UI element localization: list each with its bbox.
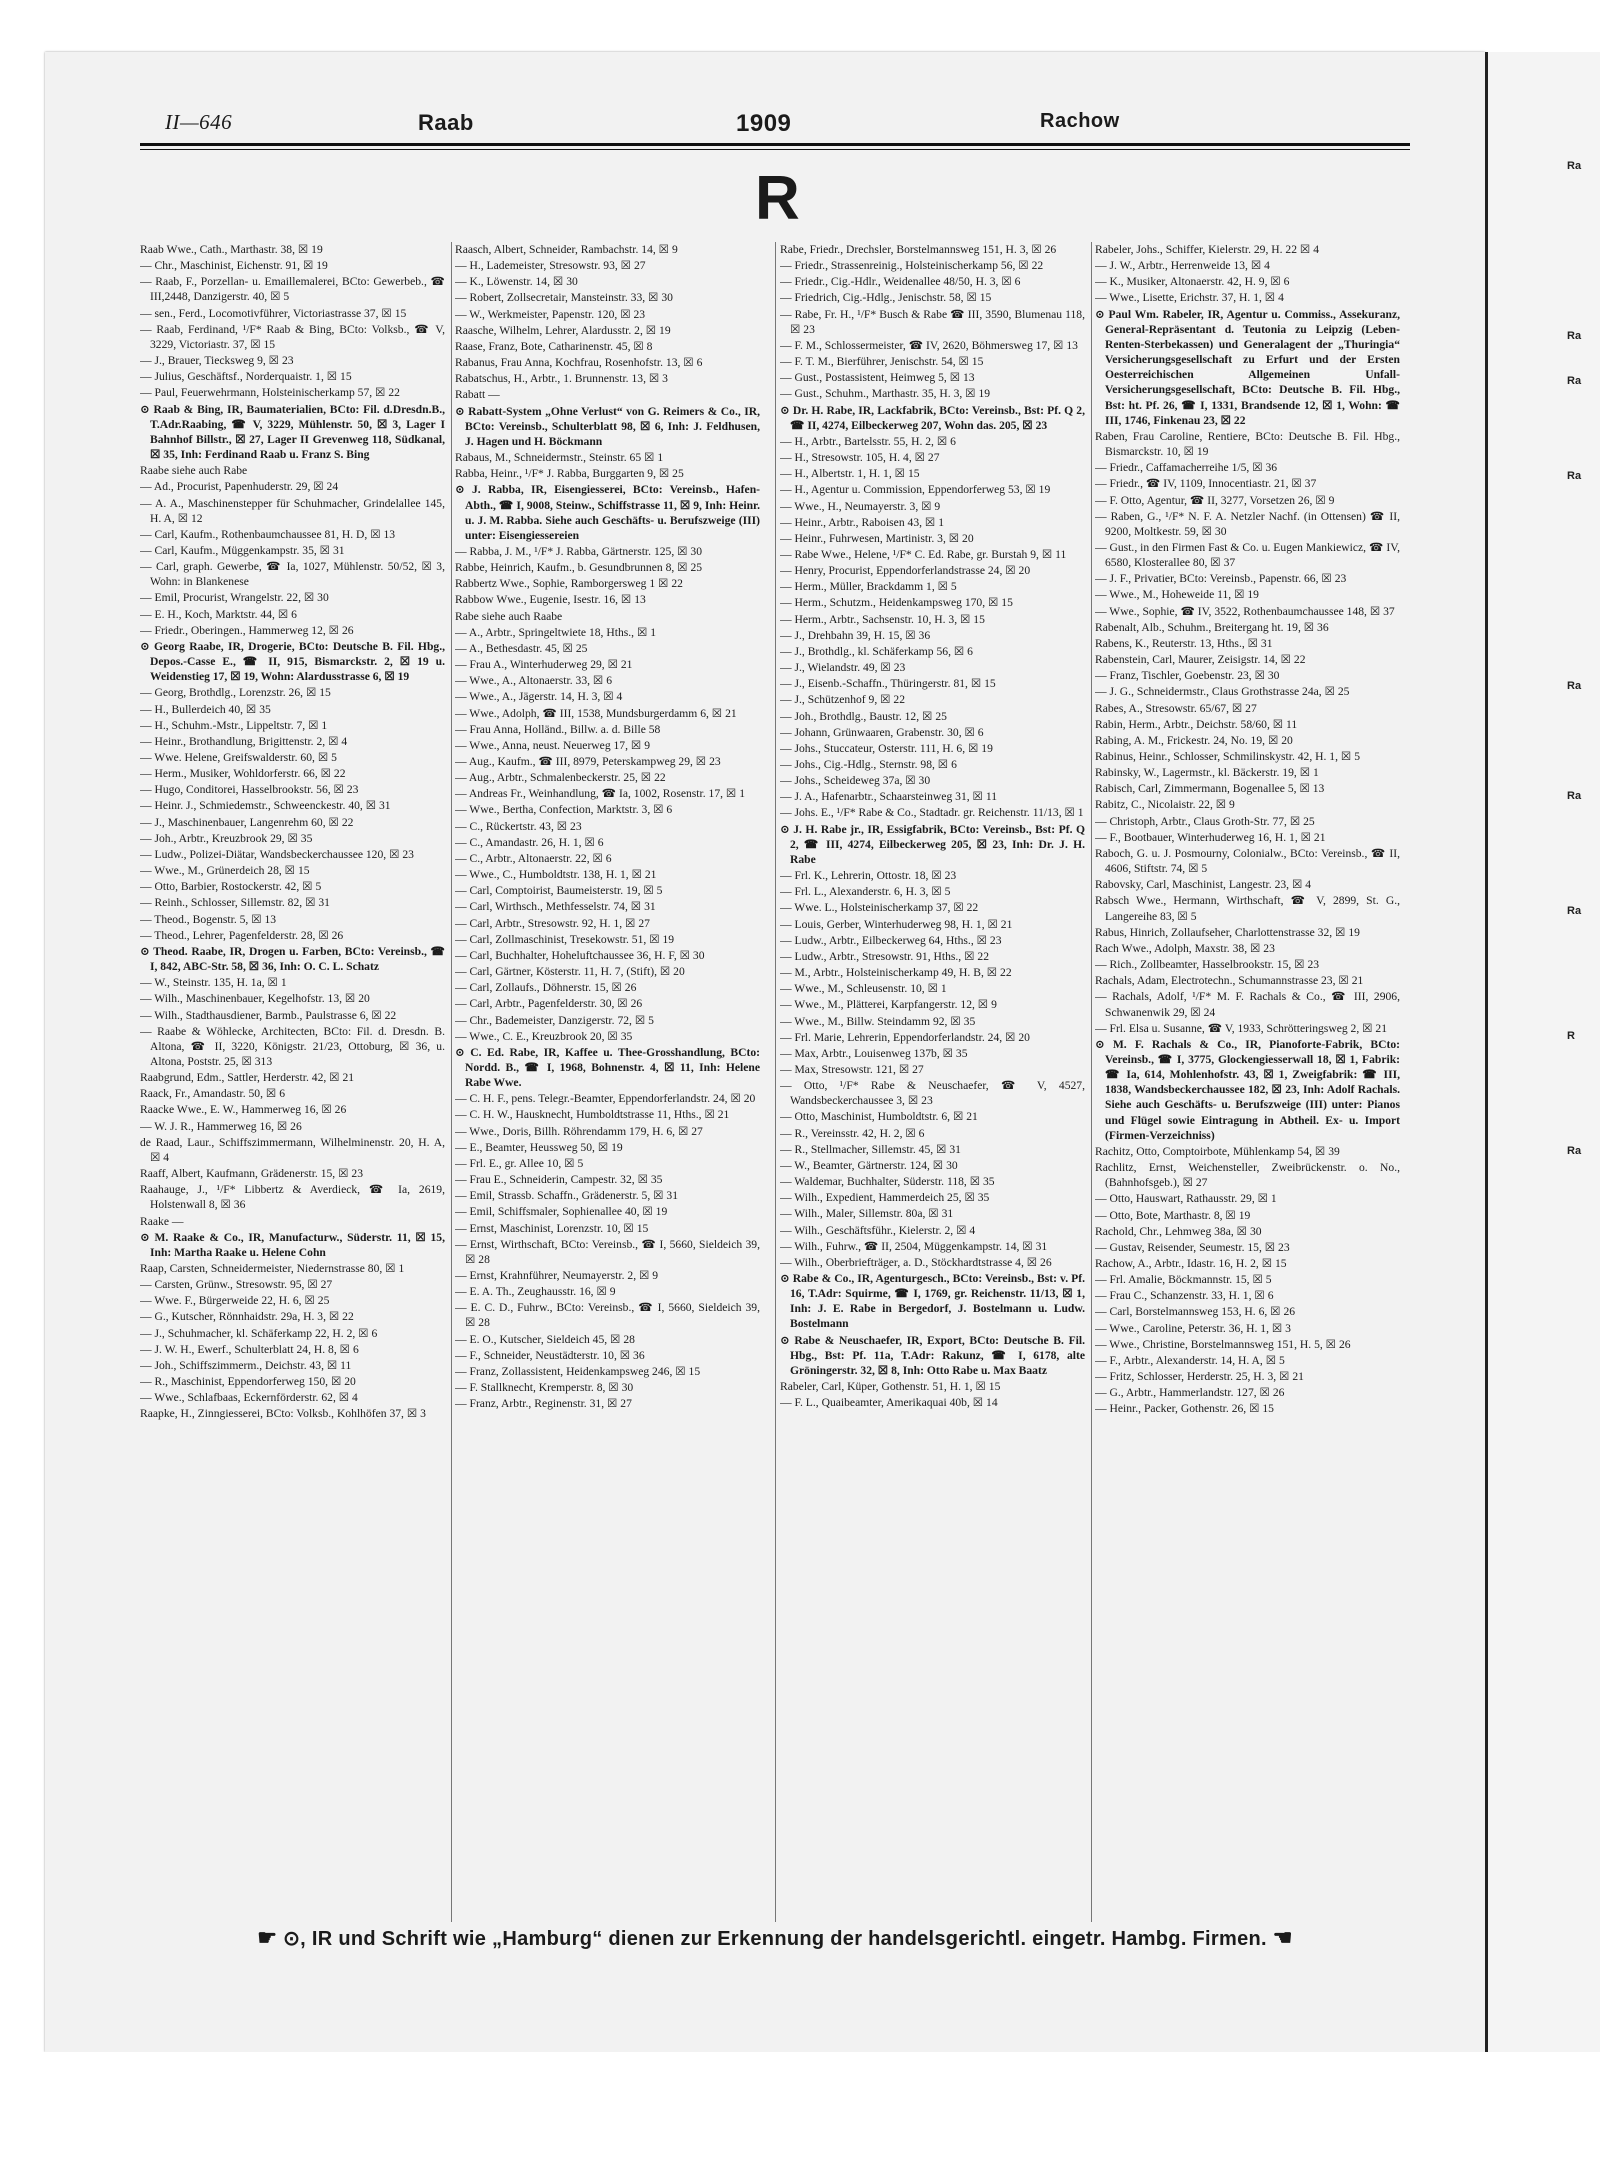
directory-entry: — H., Albertstr. 1, H. 1, ☒ 15	[780, 467, 920, 481]
directory-entry: — Friedr., ☎ IV, 1109, Innocentiastr. 21, ☒ 37	[1095, 477, 1317, 491]
adjacent-page-label: R	[1567, 1030, 1575, 1042]
directory-entry: — Frl. Elsa u. Susanne, ☎ V, 1933, Schrötteringsweg 2, ☒ 21	[1095, 1021, 1388, 1035]
directory-entry: — Johs., Scheideweg 37a, ☒ 30	[780, 774, 931, 788]
directory-entry: — Wwe., Christine, Borstelmannsweg 151, H. 5, ☒ 26	[1095, 1337, 1351, 1351]
directory-entry: — Raab, Ferdinand, ¹/F* Raab & Bing, BCto: Volksb., ☎ V, 3229, Victoriastr. 37, ☒ 15	[140, 322, 445, 351]
directory-entry: — J., Schuhmacher, kl. Schäferkamp 22, H. 2, ☒ 6	[140, 1326, 378, 1340]
header-year: 1909	[736, 110, 792, 137]
directory-entry: — Heinr. J., Schmiedemstr., Schweenckestr. 40, ☒ 31	[140, 799, 391, 813]
directory-entry: — Otto, Bote, Marthastr. 8, ☒ 19	[1095, 1208, 1251, 1222]
directory-entry: — Carl, Wirthsch., Methfesselstr. 74, ☒ 31	[455, 900, 656, 914]
directory-entry: Raasche, Wilhelm, Lehrer, Alardusstr. 2, ☒ 19	[455, 323, 671, 337]
directory-entry: — Friedr., Strassenreinig., Holsteinischerkamp 56, ☒ 22	[780, 259, 1044, 273]
directory-entry: — Andreas Fr., Weinhandlung, ☎ Ia, 1002, Rosenstr. 17, ☒ 1	[455, 787, 746, 801]
directory-entry: — J., Drehbahn 39, H. 15, ☒ 36	[780, 628, 931, 642]
directory-entry: — Wwe., Adolph, ☎ III, 1538, Mundsburgerdamm 6, ☒ 21	[455, 706, 737, 720]
directory-entry: — Wilh., Geschäftsführ., Kielerstr. 2, ☒ 4	[780, 1223, 976, 1237]
directory-entry: — C., Rückertstr. 43, ☒ 23	[455, 819, 582, 833]
pointing-hand-left-icon: ☚	[1272, 1925, 1293, 1950]
directory-entry: — F. M., Schlossermeister, ☎ IV, 2620, Böhmersweg 17, ☒ 13	[780, 338, 1078, 352]
directory-entry: — Emil, Strassb. Schaffn., Grädenerstr. 5, ☒ 31	[455, 1189, 679, 1203]
directory-entry: — E., Beamter, Heussweg 50, ☒ 19	[455, 1140, 623, 1154]
directory-entry: — Frau C., Schanzenstr. 33, H. 1, ☒ 6	[1095, 1289, 1274, 1303]
directory-entry: — Carl, Kaufm., Müggenkampstr. 35, ☒ 31	[140, 543, 345, 557]
directory-entry: — C., Arbtr., Altonaerstr. 22, ☒ 6	[455, 851, 612, 865]
directory-entry: — Wwe., Doris, Billh. Röhrendamm 179, H. 6, ☒ 27	[455, 1124, 703, 1138]
directory-entry: — Max, Arbtr., Louisenweg 137b, ☒ 35	[780, 1046, 968, 1060]
scan-border-bottom	[0, 2052, 1600, 2177]
directory-entry: — Hugo, Conditorei, Hasselbrookstr. 56, ☒ 23	[140, 783, 359, 797]
directory-entry: — Herm., Schutzm., Heidenkampsweg 170, ☒ 15	[780, 596, 1013, 610]
directory-entry: — Christoph, Arbtr., Claus Groth-Str. 77, ☒ 25	[1095, 814, 1315, 828]
directory-entry: — E. H., Koch, Marktstr. 44, ☒ 6	[140, 607, 297, 621]
directory-entry: Rachals, Adam, Electrotechn., Schumannstrasse 23, ☒ 21	[1095, 974, 1364, 988]
directory-entry: — Wwe., Schlafbaas, Eckernförderstr. 62, ☒ 4	[140, 1391, 358, 1405]
directory-entry: — Wwe., A., Jägerstr. 14, H. 3, ☒ 4	[455, 690, 623, 704]
directory-entry: — Wilh., Maler, Sillemstr. 80a, ☒ 31	[780, 1207, 954, 1221]
directory-entry: — Johs., Cig.-Hdlg., Sternstr. 98, ☒ 6	[780, 758, 957, 771]
directory-entry: — F. Otto, Agentur, ☎ II, 3277, Vorsetzen 26, ☒ 9	[1095, 493, 1335, 507]
directory-entry: Rabus, Hinrich, Zollaufseher, Charlottenstrasse 32, ☒ 19	[1095, 925, 1360, 939]
column-divider	[1091, 242, 1092, 1922]
directory-entry: Raaff, Albert, Kaufmann, Grädenerstr. 15, ☒ 23	[140, 1167, 363, 1181]
adjacent-page-label: Ra	[1567, 790, 1582, 802]
directory-entry: Rabenalt, Alb., Schuhm., Breitergang ht. 19, ☒ 36	[1095, 620, 1329, 634]
directory-entry: — C. H. W., Hausknecht, Humboldtstrasse 11, Hths., ☒ 21	[455, 1108, 730, 1122]
directory-entry: Raabgrund, Edm., Sattler, Herderstr. 42, ☒ 21	[140, 1071, 355, 1085]
directory-entry: Raasch, Albert, Schneider, Rambachstr. 14, ☒ 9	[455, 243, 678, 256]
directory-entry: — Aug., Kaufm., ☎ III, 8979, Peterskampweg 29, ☒ 23	[455, 755, 721, 768]
directory-entry: — Wilh., Oberbriefträger, a. D., Stöckhardtstrasse 4, ☒ 26	[780, 1255, 1052, 1269]
directory-entry: — Wilh., Expedient, Hammerdeich 25, ☒ 35	[780, 1191, 990, 1205]
directory-entry: — Friedr., Cig.-Hdlr., Weidenallee 48/50, H. 3, ☒ 6	[780, 275, 1021, 289]
directory-entry: — Joh., Schiffszimmerm., Deichstr. 43, ☒ 11	[140, 1358, 352, 1372]
directory-entry: ⊙ Theod. Raabe, IR, Drogen u. Farben, BCto: Vereinsb., ☎ I, 842, ABC-Str. 58, ☒ 36, Inh: O. C. L. Schatz	[140, 944, 445, 974]
directory-entry: Rabe siehe auch Raabe	[455, 609, 563, 623]
directory-entry: Raack, Fr., Amandastr. 50, ☒ 6	[140, 1087, 285, 1101]
directory-entry: — Wwe., Caroline, Peterstr. 36, H. 1, ☒ 3	[1095, 1321, 1291, 1335]
directory-entry: — C., Amandastr. 26, H. 1, ☒ 6	[455, 835, 604, 849]
directory-entry: — W., Beamter, Gärtnerstr. 124, ☒ 30	[780, 1158, 958, 1172]
adjacent-page-label: Ra	[1567, 905, 1582, 917]
directory-entry: — Raab, F., Porzellan- u. Emaillemalerei, BCto: Gewerbeb., ☎ III,2448, Danzigerstr. 40, ☒ 5	[140, 275, 445, 304]
directory-entry: — Heinr., Packer, Gothenstr. 26, ☒ 15	[1095, 1402, 1274, 1416]
directory-entry: — Johs., Stuccateur, Osterstr. 111, H. 6, ☒ 19	[780, 741, 993, 755]
directory-column-4	[1095, 242, 1400, 1922]
directory-entry: — Gust., Postassistent, Heimweg 5, ☒ 13	[780, 371, 975, 385]
directory-entry: ⊙ J. H. Rabe jr., IR, Essigfabrik, BCto: Vereinsb., Bst: Pf. Q 2, ☎ III, 4274, Eilbeckerweg 205, ☒ 23, Inh: Dr. J. H. Rabe	[780, 822, 1085, 866]
directory-entry: — Wwe., C., Humboldtstr. 138, H. 1, ☒ 21	[455, 868, 657, 882]
directory-entry: — Franz, Tischler, Goebenstr. 23, ☒ 30	[1095, 669, 1280, 683]
directory-entry: — E. C. D., Fuhrw., BCto: Vereinsb., ☎ I, 5660, Sieldeich 39, ☒ 28	[455, 1301, 760, 1330]
directory-entry: Rabin, Herm., Arbtr., Deichstr. 58/60, ☒ 11	[1095, 717, 1298, 731]
directory-entry: — Wilh., Fuhrw., ☎ II, 2504, Müggenkampstr. 14, ☒ 31	[780, 1239, 1048, 1253]
directory-entry: ⊙ Paul Wm. Rabeler, IR, Agentur u. Commiss., Assekuranz, General-Repräsentant d. Teutonia zu Leipzig (Leben-Renten-Sterbekassen) und Generalagent der „Thuringia“ Versicherungsgesellschaft zu Erfurt und der Ersten Oesterreichischen Allgemeinen Unfall-Versicherungsgesellschaft, BCto: Deutsche B. Fil. Hbg., Bst: ht. Pf. 26, ☎ I, 1331, Brandsende 12, ☒ 1, Wohn: ☎ III, 1746, Finkenau 23, ☒ 22	[1095, 307, 1400, 427]
directory-entry: — J. F., Privatier, BCto: Vereinsb., Papenstr. 66, ☒ 23	[1095, 572, 1347, 586]
directory-entry: — Frl. Amalie, Böckmannstr. 15, ☒ 5	[1095, 1273, 1272, 1287]
directory-entry: — Carl, Borstelmannsweg 153, H. 6, ☒ 26	[1095, 1305, 1296, 1319]
directory-entry: — Rabe Wwe., Helene, ¹/F* C. Ed. Rabe, gr. Burstah 9, ☒ 11	[780, 547, 1067, 561]
directory-entry: — Wwe., M., Billw. Steindamm 92, ☒ 35	[780, 1014, 976, 1028]
directory-entry: — Henry, Procurist, Eppendorferlandstrasse 24, ☒ 20	[780, 564, 1031, 578]
directory-entry: — Johann, Grünwaaren, Grabenstr. 30, ☒ 6	[780, 725, 984, 739]
adjacent-page-label: Ra	[1567, 160, 1582, 172]
directory-entry: — Otto, Maschinist, Humboldtstr. 6, ☒ 21	[780, 1110, 978, 1124]
directory-entry: — F., Bootbauer, Winterhuderweg 16, H. 1, ☒ 21	[1095, 830, 1326, 844]
directory-entry: ⊙ Rabatt-System „Ohne Verlust“ von G. Reimers & Co., IR, BCto: Vereinsb., Schulterblatt 98, ☒ 6, Inh: J. Feldhusen, J. Hagen und H. Böckmann	[455, 404, 760, 448]
footer-text: ⊙, IR und Schrift wie „Hamburg“ dienen zur Erkennung der handelsgerichtl. eingetr. Hambg. Firmen.	[283, 1928, 1267, 1950]
directory-entry: Rabinus, Heinr., Schlosser, Schmilinskystr. 42, H. 1, ☒ 5	[1095, 750, 1360, 763]
directory-entry: Rachlitz, Ernst, Weichensteller, Zweibrückenstr. o. No., (Bahnhofsgeb.), ☒ 27	[1095, 1161, 1400, 1190]
directory-entry: — Emil, Procurist, Wrangelstr. 22, ☒ 30	[140, 591, 329, 605]
directory-entry: — Carl, Zollaufs., Döhnerstr. 15, ☒ 26	[455, 981, 637, 995]
directory-entry: Raapke, H., Zinngiesserei, BCto: Volksb., Kohlhöfen 37, ☒ 3	[140, 1407, 426, 1421]
directory-entry: — Otto, Barbier, Rostockerstr. 42, ☒ 5	[140, 880, 322, 894]
directory-entry: Raboch, G. u. J. Posmourny, Colonialw., BCto: Vereinsb., ☎ II, 4606, Stiftstr. 74, ☒ 5	[1095, 846, 1400, 876]
directory-entry: Raase, Franz, Bote, Catharinenstr. 45, ☒ 8	[455, 339, 653, 353]
directory-entry: — G., Arbtr., Hammerlandstr. 127, ☒ 26	[1095, 1386, 1285, 1400]
directory-entry: — Ernst, Maschinist, Lorenzstr. 10, ☒ 15	[455, 1221, 649, 1235]
directory-entry: Rabatt —	[455, 388, 500, 402]
directory-entry: — Raabe & Wöhlecke, Architecten, BCto: Fil. d. Dresdn. B. Altona, ☎ II, 3220, Königstr. 21/23, Ottoburg, ☒ 36, u. Altona, Poststr. 25, ☒ 313	[140, 1024, 445, 1068]
directory-entry: — sen., Ferd., Locomotivführer, Victoriastrasse 37, ☒ 15	[140, 306, 407, 320]
directory-column-2	[455, 242, 760, 1922]
directory-entry: Raake —	[140, 1214, 184, 1228]
directory-entry: — J. G., Schneidermstr., Claus Grothstrasse 24a, ☒ 25	[1095, 685, 1350, 699]
directory-entry: — H., Arbtr., Bartelsstr. 55, H. 2, ☒ 6	[780, 434, 956, 448]
directory-entry: Raap, Carsten, Schneidermeister, Niedernstrasse 80, ☒ 1	[140, 1262, 405, 1275]
directory-entry: — E. O., Kutscher, Sieldeich 45, ☒ 28	[455, 1332, 635, 1346]
adjacent-page-label: Ra	[1567, 375, 1582, 387]
directory-entry: — Robert, Zollsecretair, Mansteinstr. 33, ☒ 30	[455, 291, 673, 305]
directory-entry: — Joh., Arbtr., Kreuzbrook 29, ☒ 35	[140, 831, 313, 845]
directory-entry: — Carl, Arbtr., Pagenfelderstr. 30, ☒ 26	[455, 997, 643, 1011]
directory-entry: — Heinr., Arbtr., Raboisen 43, ☒ 1	[780, 515, 944, 529]
directory-entry: — Rich., Zollbeamter, Hasselbrookstr. 15, ☒ 23	[1095, 958, 1320, 972]
directory-entry: ⊙ C. Ed. Rabe, IR, Kaffee u. Thee-Grosshandlung, BCto: Nordd. B., ☎ I, 1968, Bohnenstr. 4, ☒ 11, Inh: Helene Rabe Wwe.	[455, 1045, 760, 1090]
directory-entry: — Frl. K., Lehrerin, Ottostr. 18, ☒ 23	[780, 869, 957, 883]
directory-entry: — F., Schneider, Neustädterstr. 10, ☒ 36	[455, 1348, 645, 1362]
directory-entry: — Wwe., Bertha, Confection, Marktstr. 3, ☒ 6	[455, 803, 673, 817]
directory-entry: Rabing, A. M., Frickestr. 24, No. 19, ☒ 20	[1095, 733, 1293, 747]
directory-entry: — Ludw., Arbtr., Eilbeckerweg 64, Hths., ☒ 23	[780, 933, 1002, 947]
header-end-word: Rachow	[1040, 110, 1120, 132]
directory-entry: — W. J. R., Hammerweg 16, ☒ 26	[140, 1119, 302, 1133]
directory-entry: — Georg, Brothdlg., Lorenzstr. 26, ☒ 15	[140, 686, 331, 700]
directory-entry: — Otto, ¹/F* Rabe & Neuschaefer, ☎ V, 4527, Wandsbeckerchaussee 3, ☒ 23	[780, 1079, 1085, 1108]
directory-entry: — F. Stallknecht, Kremperstr. 8, ☒ 30	[455, 1381, 634, 1395]
directory-entry: — Joh., Brothdlg., Baustr. 12, ☒ 25	[780, 709, 947, 723]
directory-entry: — J., Wielandstr. 49, ☒ 23	[780, 661, 906, 675]
directory-entry: — H., Schuhm.-Mstr., Lippeltstr. 7, ☒ 1	[140, 718, 328, 732]
footer-note	[140, 1925, 1410, 1951]
directory-entry: — Rachals, Adolf, ¹/F* M. F. Rachals & Co., ☎ III, 2906, Schwanenwik 29, ☒ 24	[1095, 990, 1400, 1019]
directory-entry: — C. H. F., pens. Telegr.-Beamter, Eppendorferlandstr. 24, ☒ 20	[455, 1092, 756, 1106]
directory-entry: — Wwe., M., Hoheweide 11, ☒ 19	[1095, 588, 1259, 602]
directory-entry: — Ernst, Krahnführer, Neumayerstr. 2, ☒ 9	[455, 1269, 659, 1282]
directory-entry: — Wwe., Lisette, Erichstr. 37, H. 1, ☒ 4	[1095, 291, 1284, 305]
directory-entry: ⊙ Georg Raabe, IR, Drogerie, BCto: Deutsche B. Fil. Hbg., Depos.-Casse E., ☎ II, 915, Bismarckstr. 2, ☒ 19 u. Weidenstieg 17, ☒ 19, Wohn: Alardusstrasse 6, ☒ 19	[140, 639, 445, 684]
directory-entry: — Frl. L., Alexanderstr. 6, H. 3, ☒ 5	[780, 885, 951, 899]
header-rule	[140, 143, 1410, 146]
directory-entry: Raacke Wwe., E. W., Hammerweg 16, ☒ 26	[140, 1103, 347, 1117]
directory-entry: Rabeler, Johs., Schiffer, Kielerstr. 29, H. 22 ☒ 4	[1095, 243, 1320, 256]
section-letter: R	[755, 164, 800, 233]
pointing-hand-right-icon: ☛	[257, 1925, 278, 1950]
directory-entry: — Otto, Hauswart, Rathausstr. 29, ☒ 1	[1095, 1192, 1277, 1206]
directory-entry: — Wwe., H., Neumayerstr. 3, ☒ 9	[780, 499, 941, 513]
directory-entry: — Herm., Musiker, Wohldorferstr. 66, ☒ 22	[140, 767, 346, 781]
directory-entry: — Wwe. Helene, Greifswalderstr. 60, ☒ 5	[140, 751, 337, 764]
directory-entry: — Theod., Lehrer, Pagenfelderstr. 28, ☒ 26	[140, 928, 344, 942]
adjacent-page-edge	[1488, 52, 1600, 2052]
directory-entry: — A., Bethesdastr. 45, ☒ 25	[455, 641, 588, 655]
directory-entry: — W., Werkmeister, Papenstr. 120, ☒ 23	[455, 307, 646, 321]
directory-entry: — Ludw., Polizei-Diätar, Wandsbeckerchaussee 120, ☒ 23	[140, 847, 414, 861]
directory-entry: Rabisch, Carl, Zimmermann, Bogenallee 5, ☒ 13	[1095, 782, 1325, 796]
directory-entry: — Ludw., Arbtr., Stresowstr. 91, Hths., ☒ 22	[780, 949, 989, 963]
directory-entry: — Paul, Feuerwehrmann, Holsteinischerkamp 57, ☒ 22	[140, 386, 400, 400]
directory-entry: — Carl, Zollmaschinist, Tresekowstr. 51, ☒ 19	[455, 932, 675, 946]
directory-entry: — Friedr., Caffamacherreihe 1/5, ☒ 36	[1095, 461, 1278, 475]
directory-entry: — Gustav, Reisender, Seumestr. 15, ☒ 23	[1095, 1240, 1290, 1254]
directory-entry: — J. W. H., Ewerf., Schulterblatt 24, H. 8, ☒ 6	[140, 1342, 359, 1356]
directory-entry: Rabe, Friedr., Drechsler, Borstelmannsweg 151, H. 3, ☒ 26	[780, 243, 1057, 256]
directory-entry: — Waldemar, Buchhalter, Süderstr. 118, ☒ 35	[780, 1175, 995, 1189]
directory-entry: Raabe siehe auch Rabe	[140, 464, 248, 478]
directory-entry: — M., Arbtr., Holsteinischerkamp 49, H. B, ☒ 22	[780, 966, 1012, 980]
directory-entry: — R., Vereinsstr. 42, H. 2, ☒ 6	[780, 1126, 925, 1140]
adjacent-page-label: Ra	[1567, 680, 1582, 692]
directory-entry: — Johs. E., ¹/F* Rabe & Co., Stadtadr. gr. Reichenstr. 11/13, ☒ 1	[780, 806, 1084, 820]
directory-entry: — Aug., Arbtr., Schmalenbeckerstr. 25, ☒ 22	[455, 771, 666, 785]
directory-entry: — Carl, Kaufm., Rothenbaumchaussee 81, H. D, ☒ 13	[140, 527, 396, 541]
directory-entry: — H., Bullerdeich 40, ☒ 35	[140, 702, 271, 716]
directory-entry: — A., Arbtr., Springeltwiete 18, Hths., ☒ 1	[455, 625, 657, 639]
directory-column-1	[140, 242, 445, 1922]
directory-entry: Rabinsky, W., Lagermstr., kl. Bäckerstr. 19, ☒ 1	[1095, 766, 1319, 780]
directory-entry: Rachow, A., Arbtr., Idastr. 16, H. 2, ☒ 15	[1095, 1257, 1287, 1270]
column-divider	[451, 242, 452, 1922]
directory-entry: — W., Steinstr. 135, H. 1a, ☒ 1	[140, 976, 287, 990]
directory-entry: — Carl, Arbtr., Stresowstr. 92, H. 1, ☒ 27	[455, 916, 650, 930]
directory-entry: Rachitz, Otto, Comptoirbote, Mühlenkamp 54, ☒ 39	[1095, 1144, 1340, 1158]
directory-entry: Raab Wwe., Cath., Marthastr. 38, ☒ 19	[140, 243, 323, 256]
directory-entry: Rabanus, Frau Anna, Kochfrau, Rosenhofstr. 13, ☒ 6	[455, 356, 703, 370]
directory-entry: — Gust., Schuhm., Marthastr. 35, H. 3, ☒ 19	[780, 387, 991, 401]
adjacent-page-label: Ra	[1567, 1145, 1582, 1157]
directory-entry: ⊙ M. F. Rachals & Co., IR, Pianoforte-Fabrik, BCto: Vereinsb., ☎ I, 3775, Glockengiesserwall 18, ☒ 1, Fabrik: ☎ Ia, 614, Mohlenhofstr. 43, ☒ 1, Zweigfabrik: ☎ III, 1838, Wandsbeckerchaussee 182, ☒ 23, Inh: Adolf Rachals. Siehe auch Geschäfts- u. Berufszweige (III) unter: Pianos und Flügel sowie Eintragung in Abtheil. Ex- u. Import (Firmen-Verzeichniss)	[1095, 1037, 1400, 1142]
directory-entry: — R., Stellmacher, Sillemstr. 45, ☒ 31	[780, 1142, 961, 1156]
directory-entry: — K., Löwenstr. 14, ☒ 30	[455, 275, 578, 289]
directory-entry: ⊙ Rabe & Neuschaefer, IR, Export, BCto: Deutsche B. Fil. Hbg., Bst: Pf. 11a, T.Adr: Rakunz, ☎ I, 6178, alte Gröningerstr. 32, ☒ 8, Inh: Otto Rabe u. Max Baatz	[780, 1333, 1085, 1377]
directory-entry: — Wwe., Anna, neust. Neuerweg 17, ☒ 9	[455, 738, 650, 752]
directory-entry: — G., Kutscher, Rönnhaidstr. 29a, H. 3, ☒ 22	[140, 1310, 354, 1324]
header-start-word: Raab	[418, 110, 474, 135]
directory-entry: — F., Arbtr., Alexanderstr. 14, H. A, ☒ 5	[1095, 1353, 1285, 1367]
scan-border-top	[0, 0, 1600, 52]
directory-entry: — J., Maschinenbauer, Langenrehm 60, ☒ 22	[140, 815, 354, 829]
directory-entry: — Rabba, J. M., ¹/F* J. Rabba, Gärtnerstr. 125, ☒ 30	[455, 544, 703, 558]
directory-entry: — Wilh., Stadthausdiener, Barmb., Paulstrasse 6, ☒ 22	[140, 1008, 397, 1022]
directory-entry: — Theod., Bogenstr. 5, ☒ 13	[140, 912, 277, 926]
directory-entry: — Carl, Buchhalter, Hoheluftchaussee 36, H. F, ☒ 30	[455, 948, 705, 962]
directory-entry: Rabba, Heinr., ¹/F* J. Rabba, Burggarten 9, ☒ 25	[455, 467, 684, 481]
directory-entry: — J. A., Hafenarbtr., Schaarsteinweg 31, ☒ 11	[780, 790, 997, 804]
directory-entry: — Heinr., Fuhrwesen, Martinistr. 3, ☒ 20	[780, 531, 974, 545]
directory-entry: — Wwe., M., Plätterei, Karpfangerstr. 12, ☒ 9	[780, 998, 997, 1012]
directory-entry: — Carl, Comptoirist, Baumeisterstr. 19, ☒ 5	[455, 884, 663, 898]
directory-entry: — H., Stresowstr. 105, H. 4, ☒ 27	[780, 451, 940, 465]
directory-entry: Rabitz, C., Nicolaistr. 22, ☒ 9	[1095, 798, 1235, 812]
directory-entry: — Rabe, Fr. H., ¹/F* Busch & Rabe ☎ III, 3590, Blumenau 118, ☒ 23	[780, 307, 1085, 336]
directory-entry: — Frau A., Winterhuderweg 29, ☒ 21	[455, 658, 633, 672]
directory-entry: — Reinh., Schlosser, Sillemstr. 82, ☒ 31	[140, 896, 330, 910]
directory-entry: ⊙ M. Raake & Co., IR, Manufacturw., Süderstr. 11, ☒ 15, Inh: Martha Raake u. Helene Cohn	[140, 1230, 445, 1259]
directory-entry: — Wwe., A., Altonaerstr. 33, ☒ 6	[455, 674, 613, 688]
directory-entry: — Friedr., Oberingen., Hammerweg 12, ☒ 26	[140, 623, 354, 637]
directory-entry: — Frl. Marie, Lehrerin, Eppendorferlandstr. 24, ☒ 20	[780, 1030, 1030, 1044]
directory-entry: — J., Brothdlg., kl. Schäferkamp 56, ☒ 6	[780, 644, 973, 658]
adjacent-page-label: Ra	[1567, 470, 1582, 482]
directory-entry: — J., Schützenhof 9, ☒ 22	[780, 693, 906, 707]
directory-entry: — Emil, Schiffsmaler, Sophienallee 40, ☒ 19	[455, 1205, 668, 1219]
directory-entry: — Julius, Geschäftsf., Norderquaistr. 1, ☒ 15	[140, 370, 352, 384]
directory-entry: Rachold, Chr., Lehmweg 38a, ☒ 30	[1095, 1224, 1262, 1238]
directory-entry: — Max, Stresowstr. 121, ☒ 27	[780, 1062, 924, 1076]
directory-entry: — Louis, Gerber, Winterhuderweg 98, H. 1, ☒ 21	[780, 917, 1013, 931]
directory-entry: — Raben, G., ¹/F* N. F. A. Netzler Nachf. (in Ottensen) ☎ II, 9200, Moltkestr. 59, ☒ 30	[1095, 509, 1400, 538]
directory-entry: Raben, Frau Caroline, Rentiere, BCto: Deutsche B. Fil. Hbg., Bismarckstr. 10, ☒ 19	[1095, 429, 1400, 459]
directory-column-3	[780, 242, 1085, 1922]
directory-entry: — Frau Anna, Holländ., Billw. a. d. Bille 58	[455, 722, 661, 736]
directory-entry: — H., Agentur u. Commission, Eppendorferweg 53, ☒ 19	[780, 483, 1051, 497]
directory-entry: — Wwe., M., Schleusenstr. 10, ☒ 1	[780, 982, 947, 996]
directory-entry: — Gust., in den Firmen Fast & Co. u. Eugen Mankiewicz, ☎ IV, 6580, Klosterallee 80, ☒ 37	[1095, 540, 1400, 570]
directory-entry: — Frl. E., gr. Allee 10, ☒ 5	[455, 1156, 584, 1170]
directory-entry: — Carl, Gärtner, Kösterstr. 11, H. 7, (Stift), ☒ 20	[455, 965, 685, 979]
directory-entry: — Franz, Arbtr., Reginenstr. 31, ☒ 27	[455, 1397, 632, 1411]
directory-entry: Rabbow Wwe., Eugenie, Isestr. 16, ☒ 13	[455, 593, 646, 607]
directory-entry: — F. T. M., Bierführer, Jenischstr. 54, ☒ 15	[780, 355, 984, 369]
directory-entry: de Raad, Laur., Schiffszimmermann, Wilhelminenstr. 20, H. A, ☒ 4	[140, 1135, 445, 1164]
directory-entry: — Friedrich, Cig.-Hdlg., Jenischstr. 58, ☒ 15	[780, 291, 992, 305]
directory-entry: — F. L., Quaibeamter, Amerikaquai 40b, ☒ 14	[780, 1396, 998, 1410]
directory-entry: — K., Musiker, Altonaerstr. 42, H. 9, ☒ 6	[1095, 275, 1290, 289]
directory-entry: — Carsten, Grünw., Stresowstr. 95, ☒ 27	[140, 1278, 333, 1292]
column-divider	[775, 242, 776, 1922]
directory-entry: Rabbe, Heinrich, Kaufm., b. Gesundbrunnen 8, ☒ 25	[455, 561, 703, 575]
directory-entry: Rabenstein, Carl, Maurer, Zeisigstr. 14, ☒ 22	[1095, 653, 1306, 667]
directory-entry: — R., Maschinist, Eppendorferweg 150, ☒ 20	[140, 1375, 356, 1389]
directory-entry: — J. W., Arbtr., Herrenweide 13, ☒ 4	[1095, 259, 1270, 273]
adjacent-page-label: Ra	[1567, 330, 1582, 342]
directory-entry: — Ernst, Wirthschaft, BCto: Vereinsb., ☎ I, 5660, Sieldeich 39, ☒ 28	[455, 1237, 760, 1266]
directory-entry: ⊙ J. Rabba, IR, Eisengiesserei, BCto: Vereinsb., Hafen-Abth., ☎ I, 9008, Steinw., Schiffstrasse 11, ☒ 9, Inh: Heinr. u. J. M. Rabba. Siehe auch Geschäfts- u. Berufszweige (III) unter: Eisengiessereien	[455, 483, 760, 542]
header-rule-thin	[140, 149, 1410, 150]
directory-entry: Rabens, K., Reuterstr. 13, Hths., ☒ 31	[1095, 636, 1273, 650]
directory-entry: — Wwe., C. E., Kreuzbrook 20, ☒ 35	[455, 1029, 633, 1043]
directory-entry: — J., Eisenb.-Schaffn., Thüringerstr. 81, ☒ 15	[780, 677, 996, 691]
directory-entry: — H., Lademeister, Stresowstr. 93, ☒ 27	[455, 259, 646, 273]
directory-entry: — Herm., Arbtr., Sachsenstr. 10, H. 3, ☒ 15	[780, 612, 985, 626]
directory-entry: ⊙ Dr. H. Rabe, IR, Lackfabrik, BCto: Vereinsb., Bst: Pf. Q 2, ☎ II, 4274, Eilbeckerweg 207, Wohn das. 205, ☒ 23	[780, 403, 1085, 432]
directory-entry: — Frau E., Schneiderin, Campestr. 32, ☒ 35	[455, 1173, 663, 1187]
directory-entry: Rabes, A., Stresowstr. 65/67, ☒ 27	[1095, 701, 1257, 715]
directory-entry: Rabaus, M., Schneidermstr., Steinstr. 65 ☒ 1	[455, 451, 664, 465]
directory-entry: — Herm., Müller, Brackdamm 1, ☒ 5	[780, 580, 957, 594]
directory-entry: — Chr., Maschinist, Eichenstr. 91, ☒ 19	[140, 259, 328, 273]
directory-entry: — Wwe., M., Grünerdeich 28, ☒ 15	[140, 864, 310, 878]
directory-entry: — E. A. Th., Zeughausstr. 16, ☒ 9	[455, 1285, 616, 1299]
directory-entry: — Carl, graph. Gewerbe, ☎ Ia, 1027, Mühlenstr. 50/52, ☒ 3, Wohn: in Blankenese	[140, 560, 445, 589]
directory-entry: ⊙ Raab & Bing, IR, Baumaterialien, BCto: Fil. d.Dresdn.B., T.Adr.Raabing, ☎ V, 3229, Mühlenstr. 50, ☒ 3, Lager I Bahnhof Billstr., ☒ 27, Lager II Grevenweg 118, Südkanal, ☒ 35, Inh: Ferdinand Raab u. Franz S. Bing	[140, 402, 445, 462]
directory-entry: — Ad., Procurist, Papenhuderstr. 29, ☒ 24	[140, 480, 339, 494]
directory-entry: Rabbertz Wwe., Sophie, Ramborgersweg 1 ☒ 22	[455, 577, 683, 591]
directory-entry: — A. A., Maschinenstepper für Schuhmacher, Grindelallee 145, H. A, ☒ 12	[140, 496, 445, 525]
directory-entry: — Franz, Zollassistent, Heidenkampsweg 246, ☒ 15	[455, 1364, 701, 1378]
directory-entry: Rabovsky, Carl, Maschinist, Langestr. 23, ☒ 4	[1095, 878, 1312, 892]
directory-entry: — J., Brauer, Tiecksweg 9, ☒ 23	[140, 354, 294, 368]
directory-entry: — Wilh., Maschinenbauer, Kegelhofstr. 13, ☒ 20	[140, 992, 370, 1006]
directory-entry: ⊙ Rabe & Co., IR, Agenturgesch., BCto: Vereinsb., Bst: v. Pf. 16, T.Adr: Squirme, ☎ I, 1769, gr. Reichenstr. 11/13, ☒ 1, Inh: J. E. Rabe in Bergedorf, J. Bostelmann u. Ludw. Bostelmann	[780, 1272, 1085, 1331]
directory-entry: Rabatschus, H., Arbtr., 1. Brunnenstr. 13, ☒ 3	[455, 372, 668, 386]
directory-entry: — Fritz, Schlosser, Herderstr. 25, H. 3, ☒ 21	[1095, 1370, 1304, 1384]
directory-entry: Raahauge, J., ¹/F* Libbertz & Averdieck, ☎ Ia, 2619, Holstenwall 8, ☒ 36	[140, 1183, 445, 1212]
directory-entry: Rabsch Wwe., Hermann, Wirthschaft, ☎ V, 2899, St. G., Langereihe 83, ☒ 5	[1095, 894, 1400, 923]
directory-entry: — Chr., Bademeister, Danzigerstr. 72, ☒ 5	[455, 1013, 654, 1027]
directory-entry: — Wwe., Sophie, ☎ IV, 3522, Rothenbaumchaussee 148, ☒ 37	[1095, 604, 1395, 618]
directory-entry: — Heinr., Brothandlung, Brigittenstr. 2, ☒ 4	[140, 734, 348, 748]
directory-entry: — Wwe. L., Holsteinischerkamp 37, ☒ 22	[780, 901, 979, 915]
page-number: II—646	[165, 110, 233, 134]
directory-entry: Rach Wwe., Adolph, Maxstr. 38, ☒ 23	[1095, 941, 1275, 955]
directory-entry: — Wwe. F., Bürgerweide 22, H. 6, ☒ 25	[140, 1294, 330, 1308]
directory-entry: Rabeler, Carl, Küper, Gothenstr. 51, H. 1, ☒ 15	[780, 1380, 1001, 1394]
